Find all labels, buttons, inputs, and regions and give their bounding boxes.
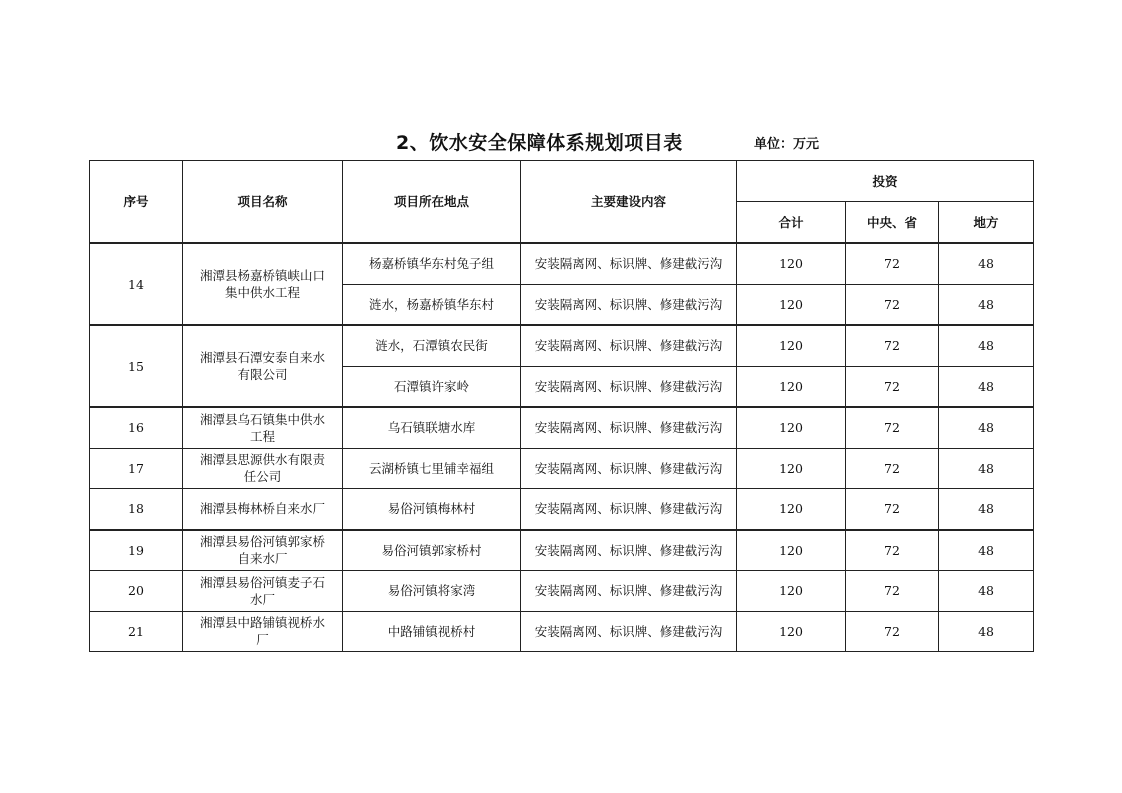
cell-total: 120 bbox=[737, 243, 846, 284]
header-content: 主要建设内容 bbox=[521, 161, 737, 244]
cell-seq: 14 bbox=[90, 243, 183, 325]
cell-central: 72 bbox=[846, 489, 939, 530]
cell-total: 120 bbox=[737, 366, 846, 407]
table-row bbox=[90, 489, 1034, 530]
cell-location: 易俗河镇郭家桥村 bbox=[343, 530, 521, 571]
cell-seq: 21 bbox=[90, 611, 183, 652]
cell-local: 48 bbox=[939, 284, 1034, 325]
header-central-province: 中央、省 bbox=[846, 202, 939, 244]
header-project-name: 项目名称 bbox=[183, 161, 343, 244]
cell-central: 72 bbox=[846, 448, 939, 489]
cell-local: 48 bbox=[939, 489, 1034, 530]
cell-local: 48 bbox=[939, 325, 1034, 366]
cell-total: 120 bbox=[737, 571, 846, 612]
cell-total: 120 bbox=[737, 448, 846, 489]
cell-content: 安装隔离网、标识牌、修建截污沟 bbox=[521, 448, 737, 489]
cell-total: 120 bbox=[737, 489, 846, 530]
header-location: 项目所在地点 bbox=[343, 161, 521, 244]
cell-central: 72 bbox=[846, 325, 939, 366]
cell-project-name: 湘潭县思源供水有限责任公司 bbox=[183, 448, 343, 489]
cell-total: 120 bbox=[737, 325, 846, 366]
cell-total: 120 bbox=[737, 530, 846, 571]
cell-project-name: 湘潭县石潭安泰自来水有限公司 bbox=[183, 325, 343, 407]
cell-central: 72 bbox=[846, 407, 939, 448]
cell-local: 48 bbox=[939, 448, 1034, 489]
header-local: 地方 bbox=[939, 202, 1034, 244]
cell-content: 安装隔离网、标识牌、修建截污沟 bbox=[521, 243, 737, 284]
cell-content: 安装隔离网、标识牌、修建截污沟 bbox=[521, 611, 737, 652]
cell-seq: 18 bbox=[90, 489, 183, 530]
cell-seq: 17 bbox=[90, 448, 183, 489]
table-row bbox=[90, 243, 1034, 284]
cell-location: 石潭镇许家岭 bbox=[343, 366, 521, 407]
cell-content: 安装隔离网、标识牌、修建截污沟 bbox=[521, 407, 737, 448]
cell-local: 48 bbox=[939, 611, 1034, 652]
header-seq: 序号 bbox=[90, 161, 183, 244]
cell-location: 云湖桥镇七里铺幸福组 bbox=[343, 448, 521, 489]
cell-content: 安装隔离网、标识牌、修建截污沟 bbox=[521, 366, 737, 407]
cell-location: 乌石镇联塘水库 bbox=[343, 407, 521, 448]
cell-content: 安装隔离网、标识牌、修建截污沟 bbox=[521, 530, 737, 571]
cell-location: 涟水，石潭镇农民街 bbox=[343, 325, 521, 366]
header-total: 合计 bbox=[737, 202, 846, 244]
table-row bbox=[90, 325, 1034, 366]
table-row bbox=[90, 530, 1034, 571]
cell-central: 72 bbox=[846, 366, 939, 407]
cell-central: 72 bbox=[846, 530, 939, 571]
cell-content: 安装隔离网、标识牌、修建截污沟 bbox=[521, 325, 737, 366]
cell-total: 120 bbox=[737, 611, 846, 652]
unit-label: 单位：万元 bbox=[754, 137, 820, 152]
cell-seq: 19 bbox=[90, 530, 183, 571]
cell-total: 120 bbox=[737, 407, 846, 448]
cell-local: 48 bbox=[939, 530, 1034, 571]
title-row bbox=[0, 126, 1122, 158]
cell-location: 涟水，杨嘉桥镇华东村 bbox=[343, 284, 521, 325]
cell-local: 48 bbox=[939, 366, 1034, 407]
cell-local: 48 bbox=[939, 243, 1034, 284]
page-title: 2、饮水安全保障体系规划项目表 bbox=[396, 132, 683, 154]
cell-project-name: 湘潭县中路铺镇视桥水厂 bbox=[183, 611, 343, 652]
cell-content: 安装隔离网、标识牌、修建截污沟 bbox=[521, 571, 737, 612]
cell-project-name: 湘潭县易俗河镇麦子石水厂 bbox=[183, 571, 343, 612]
cell-central: 72 bbox=[846, 243, 939, 284]
cell-project-name: 湘潭县易俗河镇郭家桥自来水厂 bbox=[183, 530, 343, 571]
cell-seq: 16 bbox=[90, 407, 183, 448]
table-row bbox=[90, 571, 1034, 612]
cell-location: 杨嘉桥镇华东村兔子组 bbox=[343, 243, 521, 284]
cell-content: 安装隔离网、标识牌、修建截污沟 bbox=[521, 489, 737, 530]
cell-project-name: 湘潭县梅林桥自来水厂 bbox=[183, 489, 343, 530]
cell-content: 安装隔离网、标识牌、修建截污沟 bbox=[521, 284, 737, 325]
project-table bbox=[89, 160, 1034, 652]
cell-local: 48 bbox=[939, 571, 1034, 612]
cell-project-name: 湘潭县乌石镇集中供水工程 bbox=[183, 407, 343, 448]
table-row bbox=[90, 407, 1034, 448]
cell-seq: 15 bbox=[90, 325, 183, 407]
cell-project-name: 湘潭县杨嘉桥镇峡山口集中供水工程 bbox=[183, 243, 343, 325]
cell-central: 72 bbox=[846, 284, 939, 325]
cell-total: 120 bbox=[737, 284, 846, 325]
cell-seq: 20 bbox=[90, 571, 183, 612]
cell-central: 72 bbox=[846, 571, 939, 612]
cell-location: 中路铺镇视桥村 bbox=[343, 611, 521, 652]
cell-central: 72 bbox=[846, 611, 939, 652]
table-row bbox=[90, 611, 1034, 652]
header-investment: 投资 bbox=[737, 161, 1034, 202]
cell-local: 48 bbox=[939, 407, 1034, 448]
cell-location: 易俗河镇梅林村 bbox=[343, 489, 521, 530]
cell-location: 易俗河镇将家湾 bbox=[343, 571, 521, 612]
table-row bbox=[90, 448, 1034, 489]
